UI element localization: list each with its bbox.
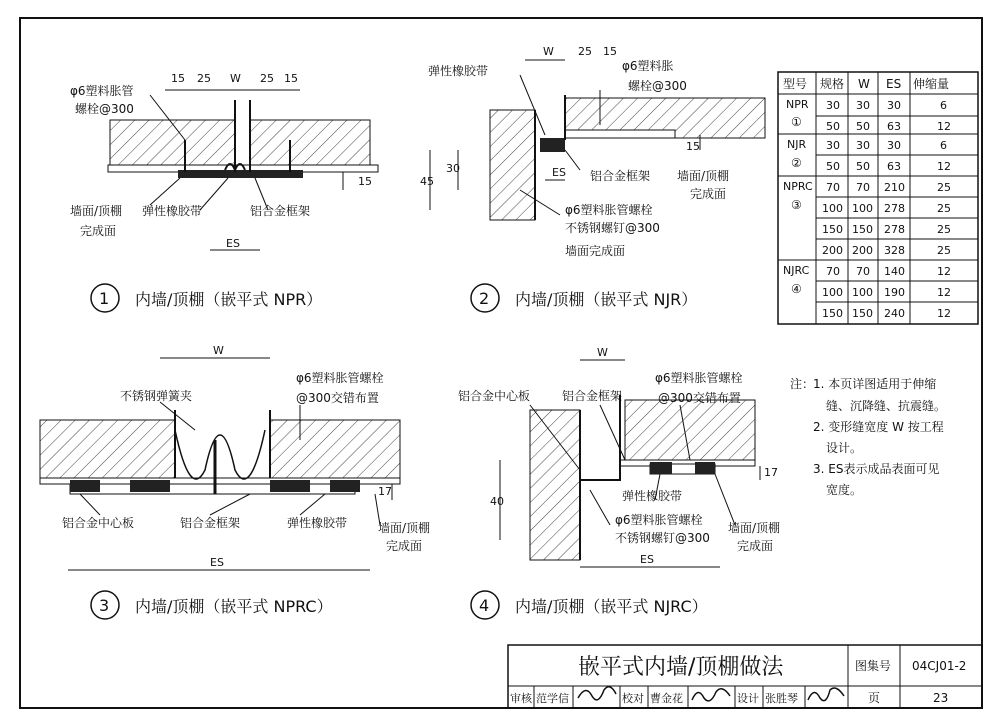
label-finish-line2: 完成面 xyxy=(80,224,117,238)
cell: 240 xyxy=(884,307,905,320)
cell: 70 xyxy=(856,181,870,194)
cell: 50 xyxy=(826,160,840,173)
cell: 12 xyxy=(937,160,951,173)
label-frame: 铝合金框架 xyxy=(250,204,311,218)
th-stretch: 伸缩量 xyxy=(913,77,950,91)
dim-15-vert: 15 xyxy=(358,175,372,188)
atlas-number: 04CJ01-2 xyxy=(912,659,967,673)
cell: 100 xyxy=(852,202,873,215)
name-designer: 张胜琴 xyxy=(765,692,798,705)
label-wall-finish: 墙面完成面 xyxy=(565,244,626,258)
cell: 200 xyxy=(822,244,843,257)
cell: 70 xyxy=(856,265,870,278)
cell: 150 xyxy=(822,223,843,236)
note-line: 1. 本页详图适用于伸缩 xyxy=(813,377,937,391)
model-njrc-num: ④ xyxy=(791,282,802,296)
aluminium-frame xyxy=(178,170,303,178)
label-finish-line1: 墙面/顶棚 xyxy=(70,204,123,218)
cell: 100 xyxy=(822,202,843,215)
cell: 30 xyxy=(856,99,870,112)
label-rubber: 弹性橡胶带 xyxy=(142,204,203,218)
label-rubber: 弹性橡胶带 xyxy=(428,64,489,78)
detail-3-nprc xyxy=(40,358,400,570)
cell: 190 xyxy=(884,286,905,299)
label-bolt2-line2: 不锈钢螺钉@300 xyxy=(565,221,660,235)
dim-25: 25 xyxy=(578,45,592,58)
label-finish-line1: 墙面/顶棚 xyxy=(677,169,730,183)
cell: 25 xyxy=(937,181,951,194)
detail-1-caption: 内墙/顶棚（嵌平式 NPR） xyxy=(135,290,323,309)
notes-head: 注： xyxy=(790,377,815,391)
cell: 278 xyxy=(884,223,905,236)
cell: 70 xyxy=(826,181,840,194)
label-bolt2-line1: φ6塑料胀管螺栓 xyxy=(565,203,653,217)
cell: 12 xyxy=(937,307,951,320)
dim-es: ES xyxy=(210,556,224,569)
cell: 200 xyxy=(852,244,873,257)
dim-25a: 25 xyxy=(197,72,211,85)
cell: 63 xyxy=(887,120,901,133)
dim-25b: 25 xyxy=(260,72,274,85)
model-npr: NPR xyxy=(786,98,809,111)
wall-right xyxy=(250,120,370,172)
dim-15a: 15 xyxy=(171,72,185,85)
cell: 150 xyxy=(852,223,873,236)
dim-45: 45 xyxy=(420,175,434,188)
detail-3-caption: 内墙/顶棚（嵌平式 NPRC） xyxy=(135,597,333,616)
dim-15: 15 xyxy=(603,45,617,58)
page-label: 页 xyxy=(868,691,881,705)
note-line: 设计。 xyxy=(826,441,863,455)
note-line: 2. 变形缝宽度 W 按工程 xyxy=(813,420,944,434)
th-es: ES xyxy=(886,77,902,91)
dim-17: 17 xyxy=(378,485,392,498)
cell: 50 xyxy=(826,120,840,133)
cell: 150 xyxy=(852,307,873,320)
cell: 6 xyxy=(940,139,947,152)
label-spring: 不锈钢弹簧夹 xyxy=(120,389,193,403)
dim-40: 40 xyxy=(490,495,504,508)
model-njr: NJR xyxy=(787,138,807,151)
wall-vertical xyxy=(490,110,535,220)
label-bolt-line1: φ6塑料胀管螺栓 xyxy=(655,371,743,385)
cell: 30 xyxy=(826,139,840,152)
role-check: 校对 xyxy=(622,692,644,705)
cell: 30 xyxy=(887,139,901,152)
detail-4-caption: 内墙/顶棚（嵌平式 NJRC） xyxy=(515,597,708,616)
label-frame: 铝合金框架 xyxy=(590,169,651,183)
label-frame: 铝合金框架 xyxy=(180,516,241,530)
wall-left xyxy=(110,120,235,172)
label-center: 铝合金中心板 xyxy=(62,516,135,530)
dim-w: W xyxy=(543,45,554,58)
spring-clip xyxy=(175,430,265,479)
cell: 70 xyxy=(826,265,840,278)
dim-w: W xyxy=(213,344,224,357)
cell: 50 xyxy=(856,120,870,133)
cell: 25 xyxy=(937,223,951,236)
model-npr-num: ① xyxy=(791,115,802,129)
label-finish-line2: 完成面 xyxy=(386,539,423,553)
model-njr-num: ② xyxy=(791,156,802,170)
label-rubber: 弹性橡胶带 xyxy=(622,489,683,503)
label-bolt-line2: 螺栓@300 xyxy=(628,79,687,93)
label-finish-line2: 完成面 xyxy=(737,539,774,553)
label-finish-line2: 完成面 xyxy=(690,187,727,201)
center-plate xyxy=(580,462,620,480)
dim-15-vert: 15 xyxy=(686,140,700,153)
model-nprc: NPRC xyxy=(783,180,813,193)
label-finish-line1: 墙面/顶棚 xyxy=(728,521,781,535)
dim-17: 17 xyxy=(764,466,778,479)
note-line: 3. ES表示成品表面可见 xyxy=(813,462,940,476)
dim-es: ES xyxy=(552,166,566,179)
label-finish-line1: 墙面/顶棚 xyxy=(378,521,431,535)
cell: 100 xyxy=(852,286,873,299)
sheet-title: 嵌平式内墙/顶棚做法 xyxy=(578,655,784,680)
cell: 278 xyxy=(884,202,905,215)
cell: 30 xyxy=(887,99,901,112)
note-line: 缝、沉降缝、抗震缝。 xyxy=(826,399,947,413)
detail-4-number: 4 xyxy=(479,596,490,615)
label-bolt-line1: φ6塑料胀管 xyxy=(70,84,134,98)
cell: 328 xyxy=(884,244,905,257)
label-bolt2-line2: 不锈钢螺钉@300 xyxy=(615,531,710,545)
label-center: 铝合金中心板 xyxy=(458,389,531,403)
th-model: 型号 xyxy=(783,77,808,91)
label-rubber: 弹性橡胶带 xyxy=(287,516,348,530)
cell: 12 xyxy=(937,120,951,133)
cell: 63 xyxy=(887,160,901,173)
cell: 12 xyxy=(937,286,951,299)
cell: 25 xyxy=(937,244,951,257)
signature-reviewer xyxy=(578,687,616,700)
role-review: 审核 xyxy=(510,692,532,705)
detail-1-number: 1 xyxy=(99,289,110,308)
label-frame: 铝合金框架 xyxy=(562,389,623,403)
dim-es: ES xyxy=(226,237,240,250)
detail-2-caption: 内墙/顶棚（嵌平式 NJR） xyxy=(515,290,698,309)
note-line: 宽度。 xyxy=(826,483,863,497)
label-bolt-line2: 螺栓@300 xyxy=(75,102,134,116)
dim-30: 30 xyxy=(446,162,460,175)
label-bolt-line1: φ6塑料胀 xyxy=(622,59,674,73)
detail-2-number: 2 xyxy=(479,289,490,308)
cell: 30 xyxy=(856,139,870,152)
th-w: W xyxy=(858,77,870,91)
cell: 50 xyxy=(856,160,870,173)
label-bolt2-line1: φ6塑料胀管螺栓 xyxy=(615,513,703,527)
center-plate xyxy=(70,484,355,494)
label-bolt-line2: @300交错布置 xyxy=(658,391,741,405)
cell: 6 xyxy=(940,99,947,112)
atlas-label: 图集号 xyxy=(855,659,892,673)
th-spec: 规格 xyxy=(820,77,845,91)
model-njrc: NJRC xyxy=(783,264,810,277)
cell: 100 xyxy=(822,286,843,299)
dim-15b: 15 xyxy=(284,72,298,85)
page-number: 23 xyxy=(933,691,949,705)
name-checker: 曹金花 xyxy=(650,692,683,705)
dim-es: ES xyxy=(640,553,654,566)
name-reviewer: 范学信 xyxy=(536,692,569,705)
cell: 12 xyxy=(937,265,951,278)
label-bolt-line2: @300交错布置 xyxy=(296,391,379,405)
aluminium-frame xyxy=(540,138,565,152)
cell: 140 xyxy=(884,265,905,278)
cell: 210 xyxy=(884,181,905,194)
role-design: 设计 xyxy=(737,692,759,705)
detail-1-npr xyxy=(108,90,378,250)
dim-w: W xyxy=(597,346,608,359)
cell: 30 xyxy=(826,99,840,112)
model-nprc-num: ③ xyxy=(791,198,802,212)
label-bolt-line1: φ6塑料胀管螺栓 xyxy=(296,371,384,385)
signature-designer xyxy=(808,688,844,701)
signature-checker xyxy=(692,689,730,701)
cell: 150 xyxy=(822,307,843,320)
dim-w: W xyxy=(230,72,241,85)
cell: 25 xyxy=(937,202,951,215)
detail-3-number: 3 xyxy=(99,596,110,615)
